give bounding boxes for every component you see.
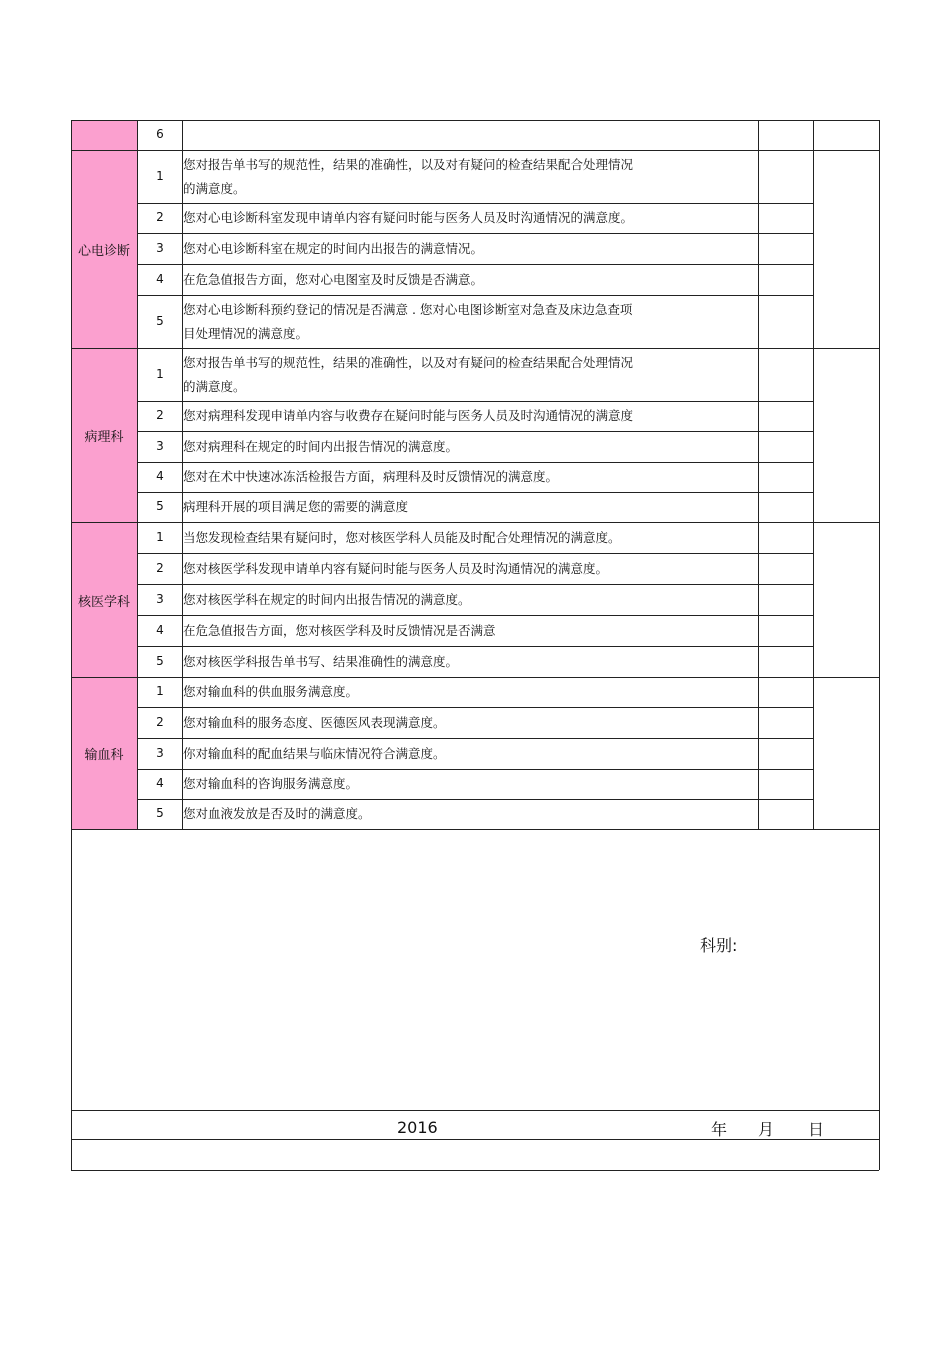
dept-label: 核医学科 — [77, 594, 130, 610]
question-text: 您对病理科发现申请单内容与收费存在疑问时能与医务人员及时沟通情况的满意度 — [183, 408, 634, 423]
question-text: 您对输血科的咨询服务满意度。 — [183, 776, 359, 791]
item-number: 5 — [156, 499, 164, 513]
row-border — [137, 707, 813, 708]
row-border — [137, 584, 813, 585]
item-number: 4 — [156, 776, 164, 790]
footer-month-char: 月 — [758, 1120, 775, 1139]
question-text: 您对核医学科发现申请单内容有疑问时能与医务人员及时沟通情况的满意度。 — [183, 560, 609, 576]
question-text: 病理科开展的项目满足您的需要的满意度 — [183, 499, 409, 514]
question-text: 你对输血科的配血结果与临床情况符合满意度。 — [183, 745, 446, 761]
item-number: 1 — [156, 168, 164, 183]
question-text: 您对血液发放是否及时的满意度。 — [183, 806, 371, 821]
row-border — [137, 492, 813, 493]
question-text: 您对心电诊断科室发现申请单内容有疑问时能与医务人员及时沟通情况的满意度。 — [183, 210, 634, 225]
table-left-border — [71, 120, 72, 1170]
column-border — [137, 120, 138, 829]
question-text: 您对输血科的供血服务满意度。 — [183, 684, 359, 699]
department-label: 科别: — [700, 936, 738, 955]
table-right-border — [879, 120, 880, 1170]
row-border — [137, 431, 813, 432]
item-number: 5 — [156, 653, 164, 668]
question-text: 您对心电诊断科室在规定的时间内出报告的满意情况。 — [183, 240, 484, 256]
item-number: 3 — [156, 438, 164, 453]
row-border — [137, 615, 813, 616]
item-number: 6 — [156, 127, 164, 141]
item-number: 3 — [156, 240, 164, 255]
footer-year-char: 年 — [711, 1120, 728, 1139]
section-border — [813, 677, 879, 678]
item-number: 1 — [156, 366, 164, 381]
item-number: 2 — [156, 714, 164, 729]
item-number: 2 — [156, 408, 164, 422]
question-text: 的满意度。 — [183, 180, 246, 196]
bottom-border — [71, 1170, 879, 1171]
footer-border — [71, 829, 879, 830]
item-number: 3 — [156, 591, 164, 606]
row-border — [137, 264, 813, 265]
item-number: 5 — [156, 806, 164, 820]
footer-year: 2016 — [397, 1118, 438, 1137]
row-border — [137, 462, 813, 463]
section-border — [813, 120, 879, 121]
item-number: 2 — [156, 560, 164, 575]
question-text: 当您发现检查结果有疑问时，您对核医学科人员能及时配合处理情况的满意度。 — [183, 529, 621, 545]
question-text: 您对输血科的服务态度、医德医风表现满意度。 — [183, 714, 446, 730]
row-border — [137, 646, 813, 647]
item-number: 1 — [156, 529, 164, 544]
question-text: 您对报告单书写的规范性，结果的准确性，以及对有疑问的检查结果配合处理情况 — [183, 354, 634, 370]
column-border — [182, 120, 183, 829]
item-number: 4 — [156, 271, 164, 286]
row-border — [137, 769, 813, 770]
section-border — [813, 150, 879, 151]
item-number: 5 — [156, 313, 164, 328]
question-text: 目处理情况的满意度。 — [183, 325, 309, 341]
dept-label: 输血科 — [84, 748, 124, 763]
question-text: 您对核医学科报告单书写、结果准确性的满意度。 — [183, 653, 459, 669]
row-border — [137, 799, 813, 800]
question-text: 您对核医学科在规定的时间内出报告情况的满意度。 — [183, 591, 471, 607]
dept-label: 心电诊断 — [77, 244, 130, 259]
row-border — [137, 233, 813, 234]
question-text: 您对在术中快速冰冻活检报告方面，病理科及时反馈情况的满意度。 — [183, 469, 559, 484]
section-border — [813, 348, 879, 349]
date-border — [71, 1110, 879, 1111]
row-border — [137, 738, 813, 739]
question-text: 在危急值报告方面，您对心电图室及时反馈是否满意。 — [183, 271, 484, 287]
dept-cell — [72, 121, 137, 150]
item-number: 4 — [156, 469, 164, 483]
item-number: 2 — [156, 210, 164, 224]
item-number: 3 — [156, 745, 164, 760]
column-border — [813, 120, 814, 829]
row-border — [137, 295, 813, 296]
question-text: 的满意度。 — [183, 378, 246, 394]
question-text: 在危急值报告方面，您对核医学科及时反馈情况是否满意 — [183, 622, 496, 638]
question-text: 您对报告单书写的规范性，结果的准确性，以及对有疑问的检查结果配合处理情况 — [183, 156, 634, 172]
row-border — [137, 203, 813, 204]
question-text: 您对病理科在规定的时间内出报告情况的满意度。 — [183, 438, 459, 454]
footer-day-char: 日 — [808, 1120, 825, 1139]
dept-label: 病理科 — [84, 430, 124, 445]
item-number: 1 — [156, 684, 164, 698]
column-border — [758, 120, 759, 829]
question-text: 您对心电诊断科预约登记的情况是否满意 . 您对心电图诊断室对急查及床边急查项 — [183, 301, 633, 317]
row-border — [137, 401, 813, 402]
item-number: 4 — [156, 622, 164, 637]
section-border — [813, 522, 879, 523]
row-border — [137, 553, 813, 554]
